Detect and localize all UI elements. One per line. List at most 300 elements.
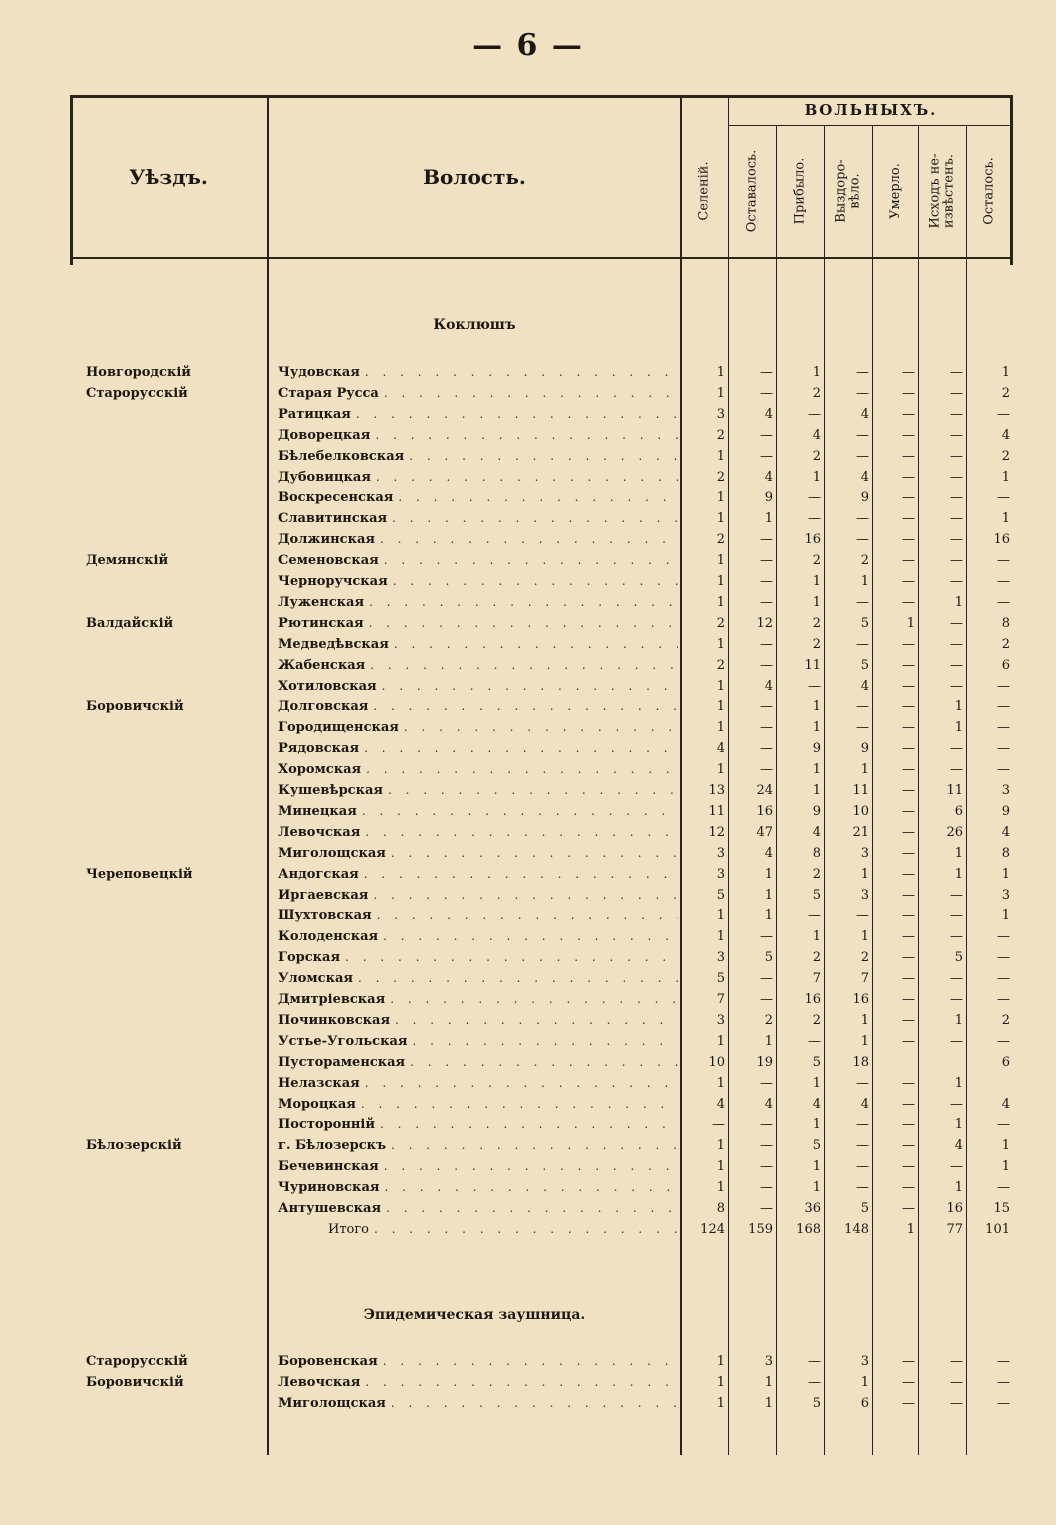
- volost-name: Бѣлебелковская: [278, 446, 409, 467]
- volost-name: Луженская: [278, 592, 369, 613]
- cell-ishod: —: [950, 553, 963, 569]
- cell-umerlo: —: [902, 469, 915, 485]
- dot-leader: [373, 696, 678, 717]
- cell-ostalos: 1: [1001, 469, 1010, 485]
- cell-ishod: —: [950, 448, 963, 464]
- table-row: [70, 1372, 1013, 1393]
- cell-ostalos: —: [997, 553, 1010, 569]
- cell-pribylo: 2: [812, 636, 821, 652]
- cell-vyzdorovelo: —: [856, 532, 869, 548]
- cell-ostalos: 6: [1001, 657, 1010, 673]
- section-title: Эпидемическая заушница.: [363, 1307, 586, 1323]
- table-row: [70, 1114, 1013, 1135]
- dot-leader: [409, 446, 678, 467]
- volost-cell: [278, 487, 678, 508]
- dot-leader: [361, 1094, 678, 1115]
- cell-vyzdorovelo: 1: [860, 1033, 869, 1049]
- cell-seleniy: 124: [700, 1221, 725, 1237]
- cell-ostalos: —: [997, 929, 1010, 945]
- cell-ostavalos: —: [760, 385, 773, 401]
- cell-umerlo: 1: [906, 615, 915, 631]
- cell-seleniy: 3: [716, 866, 725, 882]
- cell-ostavalos: —: [760, 1117, 773, 1133]
- volost-name: Починковская: [278, 1010, 395, 1031]
- volost-cell: [278, 613, 678, 634]
- cell-pribylo: 1: [812, 469, 821, 485]
- cell-umerlo: —: [902, 720, 915, 736]
- volost-cell: [278, 676, 678, 697]
- uezd-cell: Демянскій: [86, 553, 169, 569]
- cell-ishod: 11: [946, 783, 963, 798]
- cell-vyzdorovelo: 16: [852, 992, 869, 1007]
- dot-leader: [392, 508, 678, 529]
- cell-vyzdorovelo: —: [856, 427, 869, 443]
- cell-pribylo: 7: [812, 971, 821, 987]
- volost-name: Славитинская: [278, 508, 392, 529]
- table-row: [70, 613, 1013, 634]
- cell-seleniy: 10: [708, 1054, 725, 1070]
- header-ostalos: Осталось.: [982, 157, 997, 225]
- cell-vyzdorovelo: —: [856, 1117, 869, 1133]
- table-row: [70, 1198, 1013, 1219]
- cell-ishod: —: [950, 385, 963, 401]
- cell-vyzdorovelo: 6: [860, 1396, 869, 1411]
- table-row: [70, 1094, 1013, 1115]
- volost-name: Пустораменская: [278, 1052, 410, 1073]
- cell-seleniy: 1: [716, 1396, 725, 1411]
- cell-ostalos: —: [997, 594, 1010, 610]
- cell-seleniy: 1: [716, 511, 725, 527]
- cell-umerlo: —: [902, 365, 915, 380]
- cell-seleniy: 1: [716, 1180, 725, 1196]
- cell-umerlo: —: [902, 824, 915, 840]
- table-row: [70, 467, 1013, 488]
- cell-vyzdorovelo: 7: [860, 971, 869, 987]
- cell-ishod: —: [950, 657, 963, 673]
- table-row: [70, 843, 1013, 864]
- volost-cell: [278, 1393, 678, 1414]
- cell-ostavalos: —: [760, 1180, 773, 1196]
- table-row: [70, 404, 1013, 425]
- volost-name: Должинская: [278, 529, 380, 550]
- volost-cell: [278, 467, 678, 488]
- dot-leader: [391, 1135, 678, 1156]
- cell-umerlo: —: [902, 574, 915, 589]
- cell-pribylo: —: [808, 1354, 821, 1369]
- cell-pribylo: 9: [812, 741, 821, 757]
- dot-leader: [383, 926, 678, 947]
- cell-seleniy: 1: [716, 365, 725, 380]
- uezd-cell: Новгородскій: [86, 365, 191, 380]
- cell-ostavalos: —: [760, 553, 773, 569]
- table-row: [70, 801, 1013, 822]
- volost-cell: [278, 404, 678, 425]
- cell-umerlo: —: [902, 678, 915, 694]
- cell-umerlo: —: [902, 783, 915, 798]
- cell-vyzdorovelo: 9: [860, 490, 869, 506]
- cell-ostavalos: 16: [756, 803, 773, 819]
- dot-leader: [393, 571, 678, 592]
- dot-leader: [364, 738, 678, 759]
- cell-ishod: —: [950, 678, 963, 694]
- cell-ishod: 1: [954, 1117, 963, 1133]
- volost-name: Устье-Угольская: [278, 1031, 413, 1052]
- cell-ostavalos: 4: [764, 469, 773, 485]
- uezd-cell: Старорусскій: [86, 1354, 188, 1369]
- dot-leader: [356, 404, 678, 425]
- table-row: [70, 634, 1013, 655]
- dot-leader: [391, 843, 678, 864]
- cell-ostavalos: 1: [764, 908, 773, 924]
- volost-cell: [278, 864, 678, 885]
- cell-ishod: —: [950, 365, 963, 380]
- cell-ostavalos: 9: [764, 490, 773, 506]
- volost-cell: [278, 529, 678, 550]
- table-row: [70, 926, 1013, 947]
- volost-name: Хоромская: [278, 759, 366, 780]
- cell-ostalos: 8: [1001, 615, 1010, 631]
- cell-seleniy: 3: [716, 1012, 725, 1028]
- cell-ishod: 4: [954, 1138, 963, 1154]
- cell-seleniy: 7: [716, 992, 725, 1007]
- cell-seleniy: 1: [716, 574, 725, 589]
- volost-name: Миголощская: [278, 843, 391, 864]
- cell-umerlo: —: [902, 1159, 915, 1175]
- cell-ishod: 26: [946, 824, 963, 840]
- table-row: [70, 717, 1013, 738]
- cell-seleniy: 13: [708, 783, 725, 798]
- cell-pribylo: 1: [812, 699, 821, 715]
- cell-ostalos: 2: [1001, 636, 1010, 652]
- dot-leader: [365, 1372, 678, 1393]
- section-title: Коклюшъ: [433, 317, 516, 333]
- volost-name: Андогская: [278, 864, 364, 885]
- cell-umerlo: —: [902, 866, 915, 882]
- dot-leader: [369, 613, 678, 634]
- volost-name: Чуриновская: [278, 1177, 384, 1198]
- cell-ostalos: —: [997, 1033, 1010, 1049]
- cell-ostalos: 4: [1001, 1096, 1010, 1112]
- volost-cell: [278, 383, 678, 404]
- cell-ishod: —: [950, 615, 963, 631]
- table-row: [70, 571, 1013, 592]
- volost-cell: [278, 571, 678, 592]
- table-row: [70, 1010, 1013, 1031]
- dot-leader: [386, 1198, 678, 1219]
- cell-seleniy: 4: [716, 741, 725, 757]
- cell-pribylo: 36: [804, 1201, 821, 1216]
- volost-cell: [278, 508, 678, 529]
- header-volnyh: ВОЛЬНЫХЪ.: [804, 101, 938, 119]
- dot-leader: [366, 759, 678, 780]
- volost-name: Минецкая: [278, 801, 362, 822]
- dot-leader: [365, 822, 678, 843]
- cell-pribylo: 11: [804, 657, 821, 673]
- cell-ostalos: 101: [985, 1221, 1010, 1237]
- cell-seleniy: 3: [716, 950, 725, 966]
- cell-seleniy: 3: [716, 845, 725, 861]
- cell-seleniy: 2: [716, 427, 725, 443]
- cell-umerlo: —: [902, 1180, 915, 1196]
- cell-pribylo: —: [808, 678, 821, 694]
- volost-name: Нелазская: [278, 1073, 365, 1094]
- cell-pribylo: 5: [812, 1396, 821, 1411]
- table-row: [70, 362, 1013, 383]
- cell-ostalos: —: [997, 1396, 1010, 1411]
- cell-pribylo: 5: [812, 1138, 821, 1154]
- page-number: — 6 —: [472, 28, 584, 63]
- dot-leader: [365, 362, 678, 383]
- cell-pribylo: 2: [812, 615, 821, 631]
- table-row: [70, 592, 1013, 613]
- volost-cell: [278, 1114, 678, 1135]
- cell-ostavalos: —: [760, 1075, 773, 1091]
- cell-ostavalos: —: [760, 992, 773, 1007]
- volost-cell: [278, 634, 678, 655]
- cell-ostavalos: —: [760, 971, 773, 987]
- cell-ostavalos: 1: [764, 887, 773, 903]
- volost-name: Хотиловская: [278, 676, 382, 697]
- cell-ostalos: 1: [1001, 908, 1010, 924]
- cell-pribylo: —: [808, 406, 821, 422]
- cell-ishod: —: [950, 574, 963, 589]
- table-row: [70, 738, 1013, 759]
- cell-pribylo: —: [808, 908, 821, 924]
- cell-vyzdorovelo: 5: [860, 657, 869, 673]
- cell-umerlo: —: [902, 1033, 915, 1049]
- cell-ostavalos: —: [760, 741, 773, 757]
- cell-vyzdorovelo: 2: [860, 553, 869, 569]
- cell-umerlo: —: [902, 553, 915, 569]
- dot-leader: [388, 780, 678, 801]
- cell-ostavalos: 12: [756, 615, 773, 631]
- cell-seleniy: 2: [716, 469, 725, 485]
- cell-ostalos: 1: [1001, 365, 1010, 380]
- volost-name: Антушевская: [278, 1198, 386, 1219]
- cell-pribylo: 1: [812, 365, 821, 380]
- cell-pribylo: 1: [812, 783, 821, 798]
- cell-ishod: —: [950, 971, 963, 987]
- dot-leader: [369, 592, 678, 613]
- cell-vyzdorovelo: 3: [860, 845, 869, 861]
- volnyh-underline: [728, 125, 1013, 126]
- volost-name: Левочская: [278, 1372, 365, 1393]
- cell-seleniy: 2: [716, 615, 725, 631]
- header-pribylo: Прибыло.: [792, 157, 808, 225]
- cell-ishod: 1: [954, 699, 963, 715]
- volost-name: г. Бѣлозерскъ: [278, 1135, 391, 1156]
- cell-ishod: 1: [954, 1012, 963, 1028]
- cell-ostalos: —: [997, 490, 1010, 506]
- cell-ostavalos: —: [760, 636, 773, 652]
- volost-name: Старая Русса: [278, 383, 384, 404]
- cell-umerlo: —: [902, 803, 915, 819]
- table-row: [70, 968, 1013, 989]
- dot-leader: [410, 1052, 678, 1073]
- volost-name: Долговская: [278, 696, 373, 717]
- table-row: [70, 822, 1013, 843]
- cell-pribylo: 1: [812, 1075, 821, 1091]
- cell-vyzdorovelo: 3: [860, 1354, 869, 1369]
- cell-seleniy: 1: [716, 385, 725, 401]
- cell-pribylo: 2: [812, 866, 821, 882]
- dot-leader: [391, 1393, 678, 1414]
- volost-cell: [278, 801, 678, 822]
- table-row: [70, 1073, 1013, 1094]
- cell-ishod: 1: [954, 720, 963, 736]
- volost-cell: [278, 1094, 678, 1115]
- table-row: [70, 550, 1013, 571]
- dot-leader: [384, 550, 678, 571]
- cell-ostalos: —: [997, 1375, 1010, 1390]
- dot-leader: [382, 676, 678, 697]
- cell-ostavalos: —: [760, 762, 773, 778]
- cell-ostavalos: 24: [756, 783, 773, 798]
- cell-ishod: 6: [954, 803, 963, 819]
- cell-seleniy: 1: [716, 1033, 725, 1049]
- volost-name: Городищенская: [278, 717, 404, 738]
- table-row: [70, 529, 1013, 550]
- cell-vyzdorovelo: —: [856, 1075, 869, 1091]
- cell-umerlo: —: [902, 1138, 915, 1154]
- cell-ostalos: —: [997, 741, 1010, 757]
- cell-vyzdorovelo: 4: [860, 406, 869, 422]
- volost-name: Семеновская: [278, 550, 384, 571]
- cell-vyzdorovelo: 2: [860, 950, 869, 966]
- cell-vyzdorovelo: 1: [860, 574, 869, 589]
- cell-ostalos: 9: [1001, 803, 1010, 819]
- cell-umerlo: —: [902, 406, 915, 422]
- cell-ishod: —: [950, 992, 963, 1007]
- volost-name: Уломская: [278, 968, 358, 989]
- cell-ostalos: —: [997, 1354, 1010, 1369]
- cell-ostalos: 2: [1001, 448, 1010, 464]
- cell-ostavalos: —: [760, 1159, 773, 1175]
- cell-ostalos: 4: [1001, 824, 1010, 840]
- cell-ishod: —: [950, 887, 963, 903]
- volost-cell: [278, 1156, 678, 1177]
- cell-pribylo: 1: [812, 762, 821, 778]
- cell-umerlo: —: [902, 594, 915, 610]
- volost-cell: [278, 780, 678, 801]
- cell-ostalos: —: [997, 1117, 1010, 1133]
- dot-leader: [375, 425, 678, 446]
- cell-ishod: —: [950, 490, 963, 506]
- cell-pribylo: 9: [812, 803, 821, 819]
- cell-seleniy: 1: [716, 699, 725, 715]
- volost-name: Жабенская: [278, 655, 370, 676]
- cell-seleniy: 2: [716, 532, 725, 548]
- total-row: [70, 1219, 1013, 1240]
- table-row: [70, 508, 1013, 529]
- cell-vyzdorovelo: —: [856, 594, 869, 610]
- volost-name: Левочская: [278, 822, 365, 843]
- volost-cell: [278, 843, 678, 864]
- dot-leader: [404, 717, 678, 738]
- cell-ostavalos: 4: [764, 845, 773, 861]
- cell-pribylo: 4: [812, 427, 821, 443]
- volost-name: Рютинская: [278, 613, 369, 634]
- cell-ostalos: —: [997, 678, 1010, 694]
- cell-ostavalos: 159: [748, 1221, 773, 1237]
- header-uezd: Уѣздъ.: [129, 165, 208, 189]
- cell-seleniy: 1: [716, 762, 725, 778]
- cell-ishod: 1: [954, 866, 963, 882]
- cell-pribylo: 2: [812, 950, 821, 966]
- cell-pribylo: 1: [812, 594, 821, 610]
- volost-name: Горская: [278, 947, 345, 968]
- cell-pribylo: 16: [804, 992, 821, 1007]
- cell-umerlo: —: [902, 385, 915, 401]
- cell-pribylo: 1: [812, 1180, 821, 1196]
- cell-pribylo: 2: [812, 448, 821, 464]
- volost-cell: [278, 592, 678, 613]
- cell-ostalos: 6: [1001, 1054, 1010, 1070]
- cell-ishod: 77: [946, 1221, 963, 1237]
- cell-vyzdorovelo: 18: [852, 1054, 869, 1070]
- cell-pribylo: —: [808, 1033, 821, 1049]
- volost-name: Доворецкая: [278, 425, 375, 446]
- cell-vyzdorovelo: 1: [860, 929, 869, 945]
- cell-ostalos: 16: [993, 532, 1010, 548]
- table-row: [70, 989, 1013, 1010]
- cell-umerlo: —: [902, 1375, 915, 1390]
- cell-ostalos: —: [997, 574, 1010, 589]
- volost-cell: [278, 1031, 678, 1052]
- cell-umerlo: —: [902, 490, 915, 506]
- cell-umerlo: —: [902, 532, 915, 548]
- table-row: [70, 864, 1013, 885]
- cell-umerlo: —: [902, 1096, 915, 1112]
- volost-name: Боровенская: [278, 1351, 383, 1372]
- cell-vyzdorovelo: 5: [860, 1201, 869, 1216]
- cell-umerlo: —: [902, 887, 915, 903]
- cell-pribylo: —: [808, 511, 821, 527]
- cell-seleniy: 1: [716, 594, 725, 610]
- volost-cell: [278, 947, 678, 968]
- header-ostavalos: Оставалось.: [744, 149, 760, 233]
- cell-vyzdorovelo: —: [856, 720, 869, 736]
- dot-leader: [394, 634, 678, 655]
- cell-seleniy: 1: [716, 1354, 725, 1369]
- volost-name: Чудовская: [278, 362, 365, 383]
- cell-ostalos: 1: [1001, 866, 1010, 882]
- table-row: [70, 446, 1013, 467]
- cell-vyzdorovelo: 5: [860, 615, 869, 631]
- cell-umerlo: —: [902, 1354, 915, 1369]
- dot-leader: [370, 655, 678, 676]
- cell-seleniy: 2: [716, 657, 725, 673]
- cell-vyzdorovelo: 9: [860, 741, 869, 757]
- cell-seleniy: 1: [716, 553, 725, 569]
- cell-ishod: 16: [946, 1201, 963, 1216]
- cell-seleniy: 8: [716, 1201, 725, 1216]
- table-top-border: [70, 95, 1013, 98]
- dot-leader: [364, 864, 678, 885]
- cell-umerlo: —: [902, 636, 915, 652]
- dot-leader: [384, 383, 678, 404]
- cell-ostalos: 3: [1001, 887, 1010, 903]
- dot-leader: [383, 1351, 678, 1372]
- cell-ostavalos: 19: [756, 1054, 773, 1070]
- cell-seleniy: 1: [716, 1375, 725, 1390]
- volost-cell: [278, 738, 678, 759]
- cell-umerlo: —: [902, 929, 915, 945]
- cell-umerlo: —: [902, 1012, 915, 1028]
- cell-pribylo: 1: [812, 574, 821, 589]
- cell-ostavalos: 2: [764, 1012, 773, 1028]
- table-row: [70, 696, 1013, 717]
